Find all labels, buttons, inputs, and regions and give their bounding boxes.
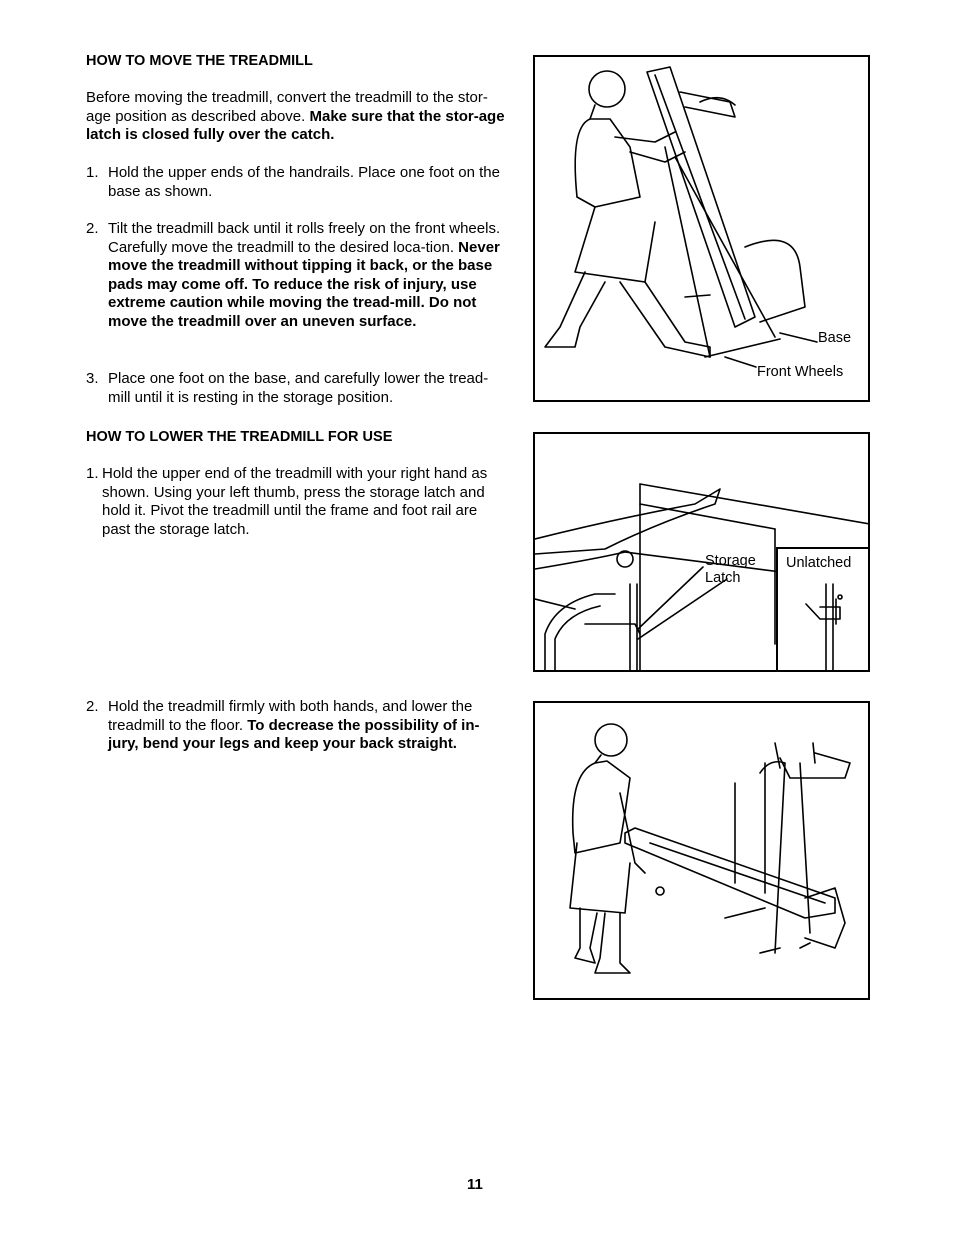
step-text: Hold the upper end of the treadmill with your right hand as shown. Using your left thumb, press the storage latch and hold it. Pivot the treadmill until the frame and foot rail are past the storage latch. [102, 465, 488, 538]
move-step-2 [86, 220, 506, 332]
figure-storage-latch [533, 432, 870, 672]
move-step-3 [86, 370, 506, 407]
label-unlatched: Unlatched [786, 555, 852, 571]
page-number: 11 [467, 1176, 483, 1193]
intro-warning: Make sure that the stor-age latch is closed fully over the catch. [86, 107, 505, 144]
step-number: 1. [86, 164, 99, 181]
lowering-treadmill-illustration [535, 703, 870, 1000]
label-base: Base [818, 330, 852, 346]
figure-moving-treadmill [533, 55, 870, 402]
step-text: Hold the upper ends of the handrails. Place one foot on the base as shown. [108, 164, 500, 200]
step-number: 3. [86, 370, 99, 387]
lower-step-2 [86, 698, 506, 754]
step-number: 1. [86, 465, 99, 482]
step-warning: To decrease the possibility of in-jury, bend your legs and keep your back straight. [108, 716, 480, 753]
label-front-wheels: Front Wheels [757, 364, 844, 380]
intro-text: Before moving the treadmill, convert the treadmill to the stor-age position as described above. [86, 89, 488, 125]
intro-paragraph [86, 89, 506, 145]
step-text: Place one foot on the base, and carefully lower the tread-mill until it is resting in the storage position. [108, 370, 489, 406]
lower-step-1 [86, 465, 506, 539]
figure-lowering-treadmill [533, 701, 870, 1000]
label-latch: Latch [705, 570, 741, 586]
step-number: 2. [86, 698, 99, 715]
label-storage: Storage [705, 553, 756, 569]
step-text: Tilt the treadmill back until it rolls freely on the front wheels. Carefully move the treadmill to the desired loca-tion. [108, 220, 501, 256]
step-text: Hold the treadmill firmly with both hands, and lower the treadmill to the floor. [108, 698, 473, 734]
move-step-1 [86, 164, 506, 201]
section-heading-move: HOW TO MOVE THE TREADMILL [86, 53, 313, 69]
base-leader-line [535, 57, 870, 402]
inset-unlatched [776, 547, 870, 672]
step-warning: Never move the treadmill without tipping it back, or the base pads may come off. To reduce the risk of injury, use extreme caution while moving the tread-mill. Do not move the treadmill over an uneven surface. [108, 238, 500, 330]
unlatched-illustration [778, 549, 870, 672]
step-number: 2. [86, 220, 99, 237]
section-heading-lower: HOW TO LOWER THE TREADMILL FOR USE [86, 429, 393, 445]
